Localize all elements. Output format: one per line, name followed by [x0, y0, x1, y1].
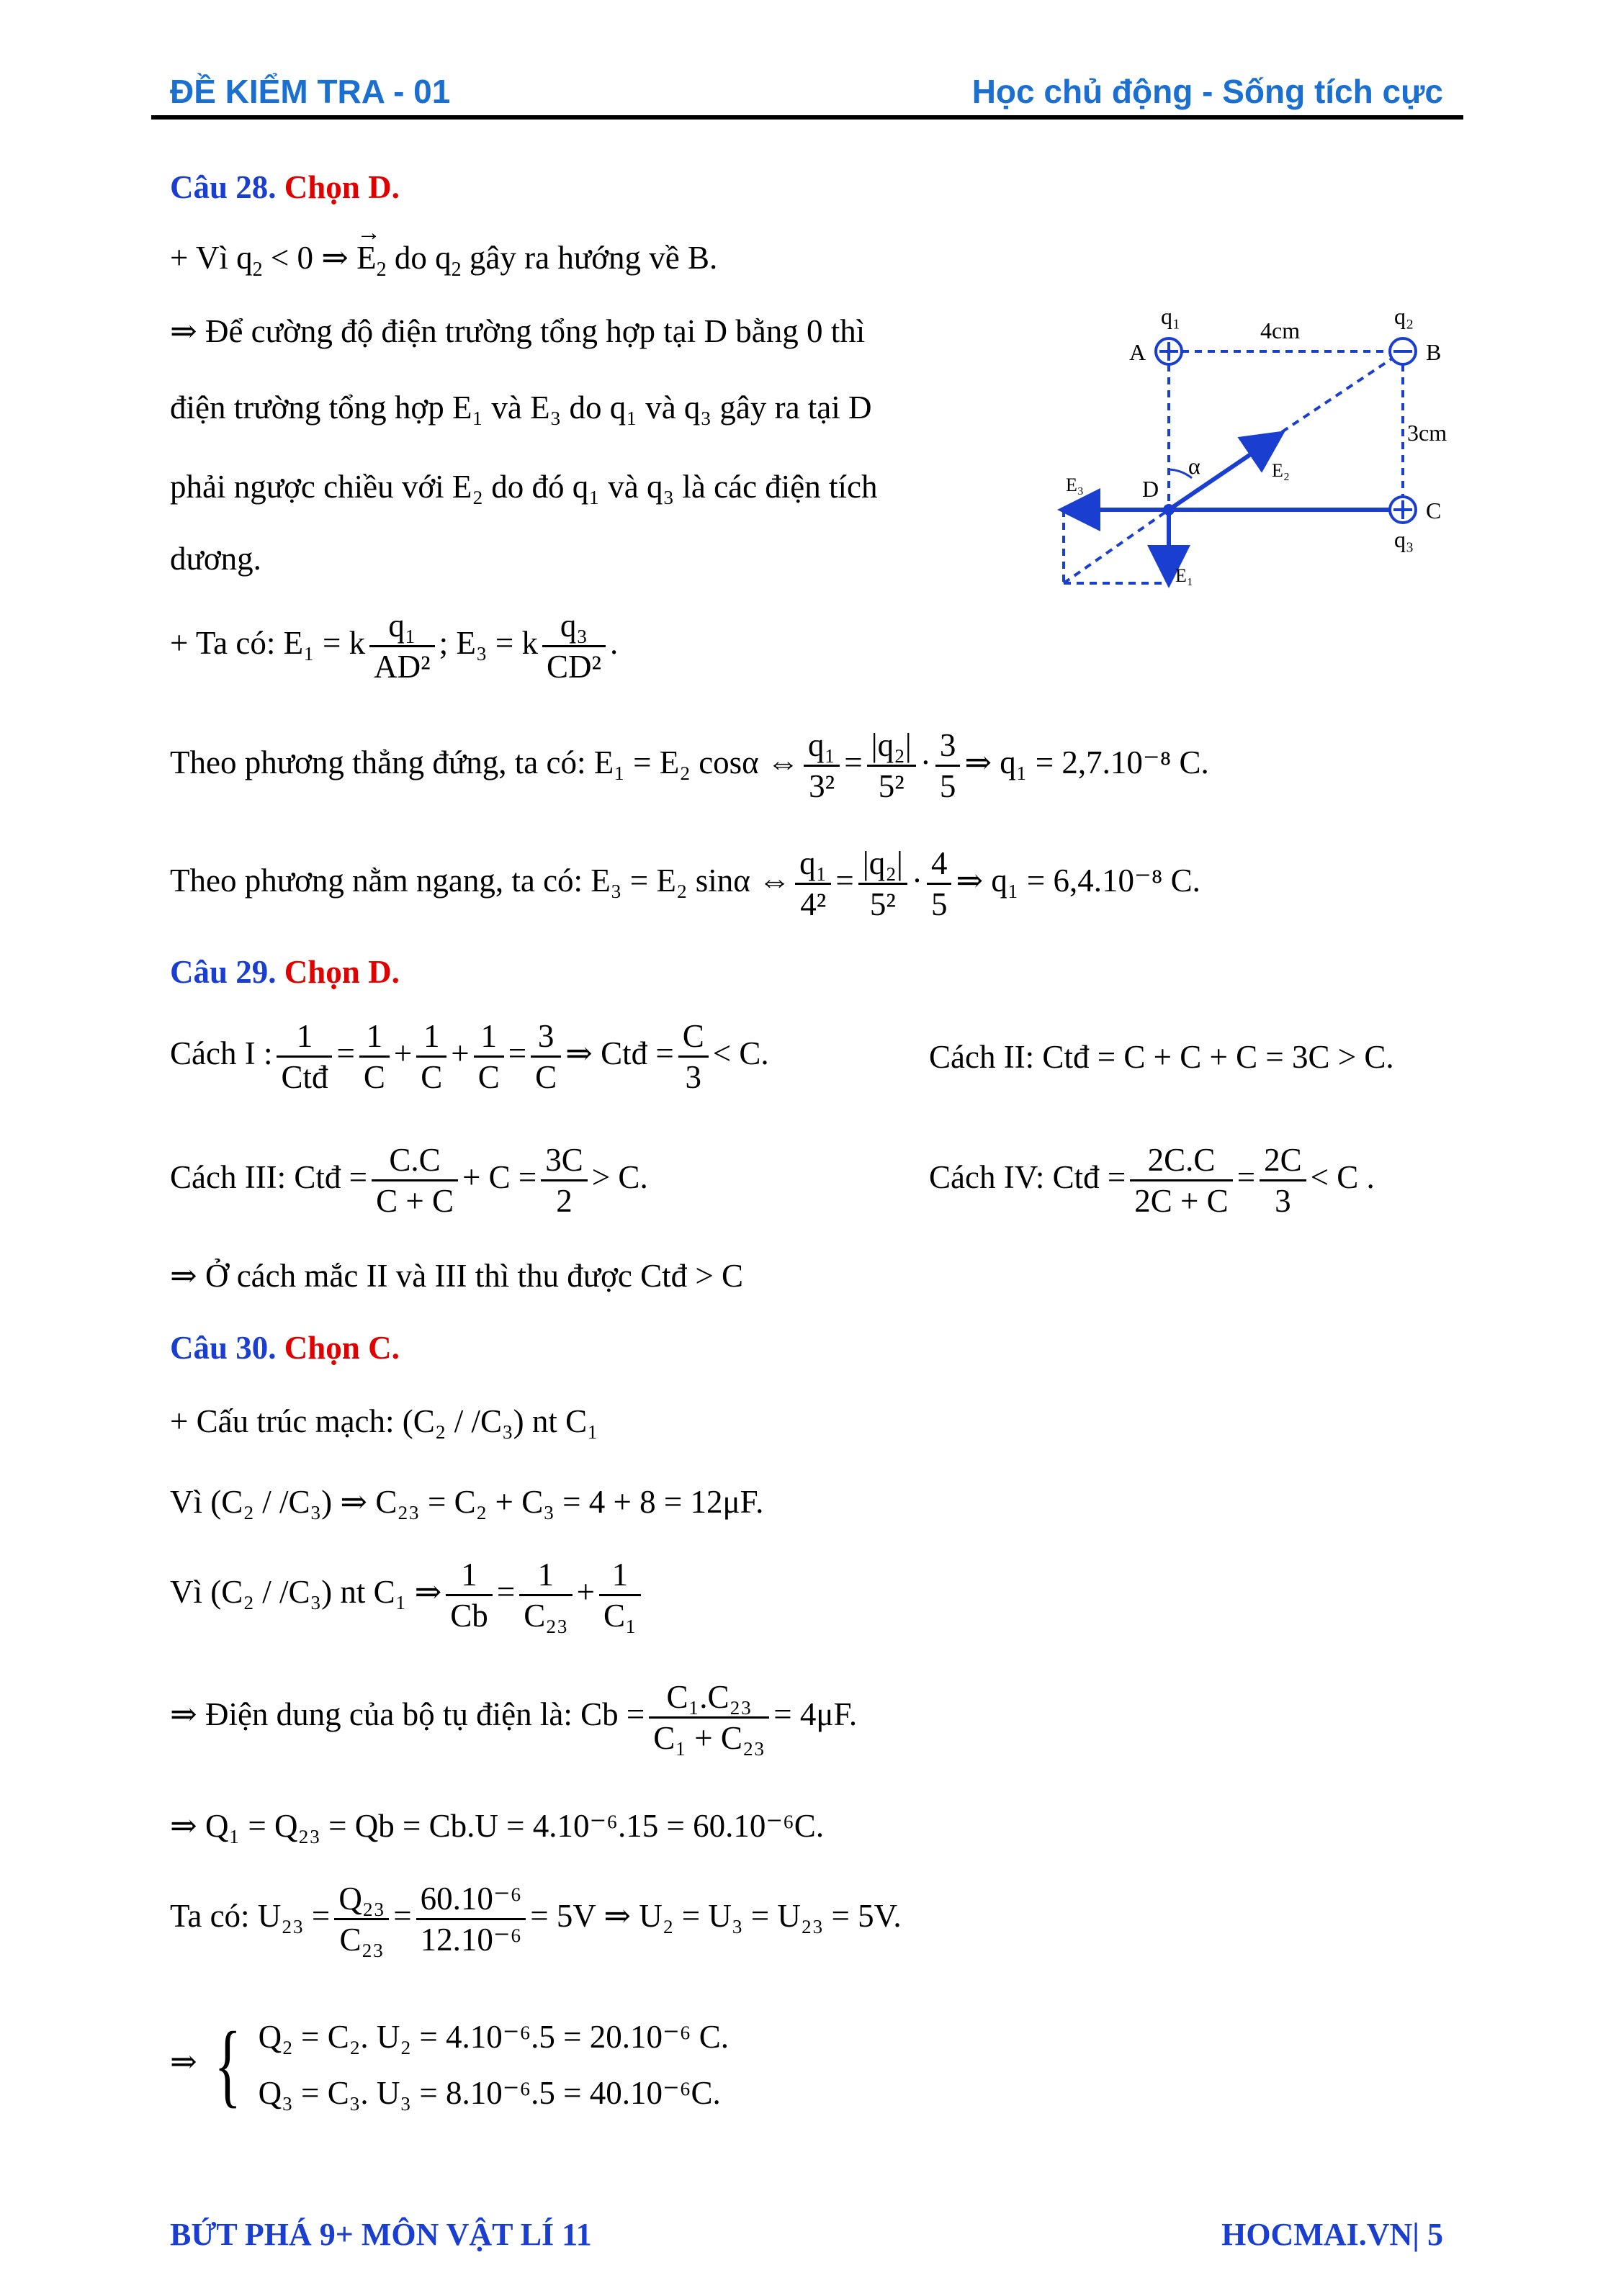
text: do q: [386, 240, 452, 276]
q28-horizontal: [170, 844, 1200, 924]
q28-choice: Chọn D.: [284, 169, 400, 205]
text: 3: [1275, 1183, 1291, 1219]
equation-q2: Q₂ = C₂. U₂ = 4.10⁻⁶.5 = 20.10⁻⁶ C.: [258, 2019, 729, 2055]
text: AD²: [374, 649, 431, 685]
text: 5²: [878, 768, 904, 804]
label-q1: q₁: [1161, 303, 1181, 329]
text: q₁: [369, 606, 435, 647]
text: |q₂|: [867, 726, 916, 767]
text: =: [496, 1573, 516, 1610]
q28-heading: [170, 167, 400, 207]
q28-line3: điện trường tổng hợp E₁ và E₃ do q₁ và q₃ gây ra tại D: [170, 390, 872, 426]
text: Q₂₃: [334, 1879, 389, 1920]
text: Cách III: Ctđ =: [170, 1158, 368, 1195]
fraction: [369, 606, 435, 686]
text: q₃: [542, 606, 606, 647]
text: 5²: [869, 886, 896, 922]
fraction: [599, 1555, 641, 1635]
q29-method2: Cách II: Ctđ = C + C + C = 3C > C.: [929, 1039, 1394, 1075]
text: 3: [685, 1059, 701, 1095]
label-e2: E₂: [1272, 460, 1290, 481]
text: 1: [416, 1017, 446, 1058]
vector-e2: [356, 238, 377, 278]
label-q3: q₃: [1394, 526, 1414, 552]
label-dist-bc: 3cm: [1407, 420, 1447, 446]
text: |q₂|: [858, 844, 907, 885]
text: ⇒ Điện dung của bộ tụ điện là: Cb =: [170, 1696, 645, 1732]
label-alpha: α: [1188, 453, 1200, 479]
diag-db: [1282, 351, 1403, 432]
text: C.C: [372, 1140, 458, 1181]
fraction: [541, 1140, 588, 1220]
q29-heading: [170, 952, 400, 992]
text: C + C: [376, 1183, 454, 1219]
text: 2: [252, 258, 263, 281]
text: 4: [927, 844, 952, 885]
label-a: A: [1129, 339, 1146, 365]
q30-line7: [170, 2009, 729, 2121]
q29-method3: [170, 1140, 648, 1220]
text: 1: [519, 1555, 572, 1596]
fraction: [474, 1017, 504, 1097]
q28-line2: ⇒ Để cường độ điện trường tổng hợp tại D bằng 0 thì: [170, 313, 866, 349]
fraction: [531, 1017, 561, 1097]
text: 5: [939, 768, 956, 804]
fraction: [446, 1555, 493, 1635]
text: 3: [531, 1017, 561, 1058]
text: 1: [599, 1555, 641, 1596]
text: 2: [556, 1183, 573, 1219]
equation-q3: Q₃ = C₃. U₃ = 8.10⁻⁶.5 = 40.10⁻⁶C.: [258, 2075, 721, 2111]
text: = 5V ⇒ U₂ = U₃ = U₂₃ = 5V.: [530, 1897, 902, 1934]
text: 3: [935, 726, 961, 767]
text: 2: [451, 258, 462, 281]
text: =: [835, 862, 854, 899]
q28-formula-e: [170, 606, 618, 686]
text: q₁: [804, 726, 840, 767]
q28-label: Câu 28.: [170, 169, 277, 205]
q30-line2: Vì (C₂ / /C₃) ⇒ C₂₃ = C₂ + C₃ = 4 + 8 = 12μF.: [170, 1484, 764, 1520]
text: 4²: [800, 886, 827, 922]
equation-system: [259, 2009, 729, 2121]
text: < C.: [712, 1035, 769, 1071]
charge-q1: [1156, 338, 1182, 364]
text: E: [356, 240, 377, 276]
q30-line6: [170, 1879, 902, 1959]
text: 60.10⁻⁶: [416, 1879, 526, 1920]
text: 1: [277, 1017, 332, 1058]
q29-label: Câu 29.: [170, 954, 277, 990]
text: C₂₃: [339, 1922, 384, 1958]
label-c: C: [1426, 498, 1442, 523]
q29-method4: [929, 1140, 1375, 1220]
q30-label: Câu 30.: [170, 1330, 277, 1366]
text: + C =: [462, 1158, 537, 1195]
text: C: [363, 1059, 385, 1095]
text: > C.: [591, 1158, 648, 1195]
fraction: [519, 1555, 572, 1635]
text: =: [1236, 1158, 1256, 1195]
text: 1: [359, 1017, 390, 1058]
text: ⇒ q₁ = 6,4.10⁻⁸ C.: [956, 862, 1200, 899]
label-d: D: [1142, 476, 1159, 502]
fraction: [1130, 1140, 1232, 1220]
charge-q3: [1390, 497, 1416, 523]
header-left: ĐỀ KIỂM TRA - 01: [170, 73, 451, 110]
text: =: [508, 1035, 527, 1071]
text: 5: [930, 886, 948, 922]
label-e3: E₃: [1066, 474, 1084, 495]
fraction: [359, 1017, 390, 1097]
text: C₁: [603, 1598, 637, 1634]
text: 3C: [541, 1140, 588, 1181]
text: Ctđ: [281, 1059, 328, 1095]
fraction: [277, 1017, 332, 1097]
fraction: [804, 726, 840, 806]
text: .: [610, 624, 619, 661]
fraction: [935, 726, 961, 806]
q30-heading: [170, 1328, 400, 1368]
text: ⇒ q₁ = 2,7.10⁻⁸ C.: [964, 744, 1209, 780]
text: 3²: [809, 768, 835, 804]
fraction: [334, 1879, 389, 1959]
label-dist-ab: 4cm: [1260, 318, 1301, 343]
text: C: [477, 1059, 500, 1095]
text: +: [393, 1035, 413, 1071]
q28-line1: [170, 238, 717, 290]
brace-icon: {: [214, 2013, 241, 2117]
text: Theo phương nằm ngang, ta có: E₃ = E₂ sinα ⇔: [170, 862, 791, 899]
q30-line1: + Cấu trúc mạch: (C₂ / /C₃) nt C₁: [170, 1403, 598, 1439]
fraction: [649, 1678, 769, 1757]
q29-choice: Chọn D.: [284, 954, 400, 990]
text: 2C.C: [1130, 1140, 1232, 1181]
text: 12.10⁻⁶: [420, 1922, 522, 1958]
text: Cách IV: Ctđ =: [929, 1158, 1126, 1195]
q28-line5: dương.: [170, 541, 261, 577]
text: C: [535, 1059, 557, 1095]
text: 2: [376, 258, 387, 281]
text: ·: [920, 744, 931, 780]
fraction: [927, 844, 952, 924]
text: =: [336, 1035, 355, 1071]
text: ; E₃ = k: [439, 624, 538, 661]
header-right: Học chủ động - Sống tích cực: [971, 73, 1443, 110]
text: CD²: [546, 649, 601, 685]
text: +: [451, 1035, 470, 1071]
text: Ta có: U₂₃ =: [170, 1897, 331, 1934]
text: C: [678, 1017, 709, 1058]
text: ⇒ Ctđ =: [565, 1035, 674, 1071]
text: C₂₃: [524, 1598, 568, 1634]
text: + Vì q: [170, 240, 253, 276]
field-diagram: [1037, 288, 1469, 598]
text: C₁.C₂₃: [649, 1678, 769, 1719]
q29-conclusion: ⇒ Ở cách mắc II và III thì thu được Ctđ > C: [170, 1258, 744, 1294]
q30-line3: [170, 1555, 645, 1635]
point-d: [1163, 504, 1175, 516]
fraction: [867, 726, 916, 806]
fraction: [678, 1017, 709, 1097]
text: < 0 ⇒: [262, 240, 357, 276]
fraction: [416, 1017, 446, 1097]
text: 2C + C: [1134, 1183, 1229, 1219]
header-divider: [151, 115, 1463, 120]
fraction: [372, 1140, 458, 1220]
footer-left: BỨT PHÁ 9+ MÔN VẬT LÍ 11: [170, 2217, 592, 2252]
text: 1: [446, 1555, 493, 1596]
label-q2: q₂: [1394, 303, 1414, 329]
q30-line5: ⇒ Q₁ = Q₂₃ = Qb = Cb.U = 4.10⁻⁶.15 = 60.10⁻⁶C.: [170, 1808, 825, 1844]
diag-resultant: [1064, 510, 1169, 583]
fraction: [858, 844, 907, 924]
text: ·: [911, 862, 923, 899]
text: Cb: [450, 1598, 488, 1634]
text: 1: [474, 1017, 504, 1058]
text: Cách I :: [170, 1035, 273, 1071]
fraction: [795, 844, 831, 924]
text: =: [844, 744, 863, 780]
fraction: [1260, 1140, 1306, 1220]
text: 2C: [1260, 1140, 1306, 1181]
text: =: [393, 1897, 412, 1934]
q29-method1: [170, 1017, 769, 1097]
text: = 4μF.: [773, 1696, 858, 1732]
charge-q2: [1390, 338, 1416, 364]
label-b: B: [1426, 339, 1442, 365]
text: C: [421, 1059, 443, 1095]
text: ⇒: [170, 2043, 197, 2080]
text: q₁: [795, 844, 831, 885]
q28-vertical: [170, 726, 1209, 806]
q28-line4: phải ngược chiều với E₂ do đó q₁ và q₃ là các điện tích: [170, 469, 878, 505]
q30-line4: [170, 1678, 857, 1757]
text: +: [576, 1573, 595, 1610]
fraction: [542, 606, 606, 686]
label-e1: E₁: [1175, 565, 1193, 586]
text: < C .: [1310, 1158, 1375, 1195]
footer-right: HOCMAI.VN| 5: [1221, 2217, 1443, 2252]
text: Vì (C₂ / /C₃) nt C₁ ⇒: [170, 1573, 442, 1610]
text: C₁ + C₂₃: [653, 1720, 766, 1756]
q30-choice: Chọn C.: [284, 1330, 400, 1366]
text: Theo phương thẳng đứng, ta có: E₁ = E₂ cosα ⇔: [170, 744, 800, 780]
text: gây ra hướng về B.: [461, 240, 718, 276]
text: + Ta có: E₁ = k: [170, 624, 366, 661]
fraction: [416, 1879, 526, 1959]
